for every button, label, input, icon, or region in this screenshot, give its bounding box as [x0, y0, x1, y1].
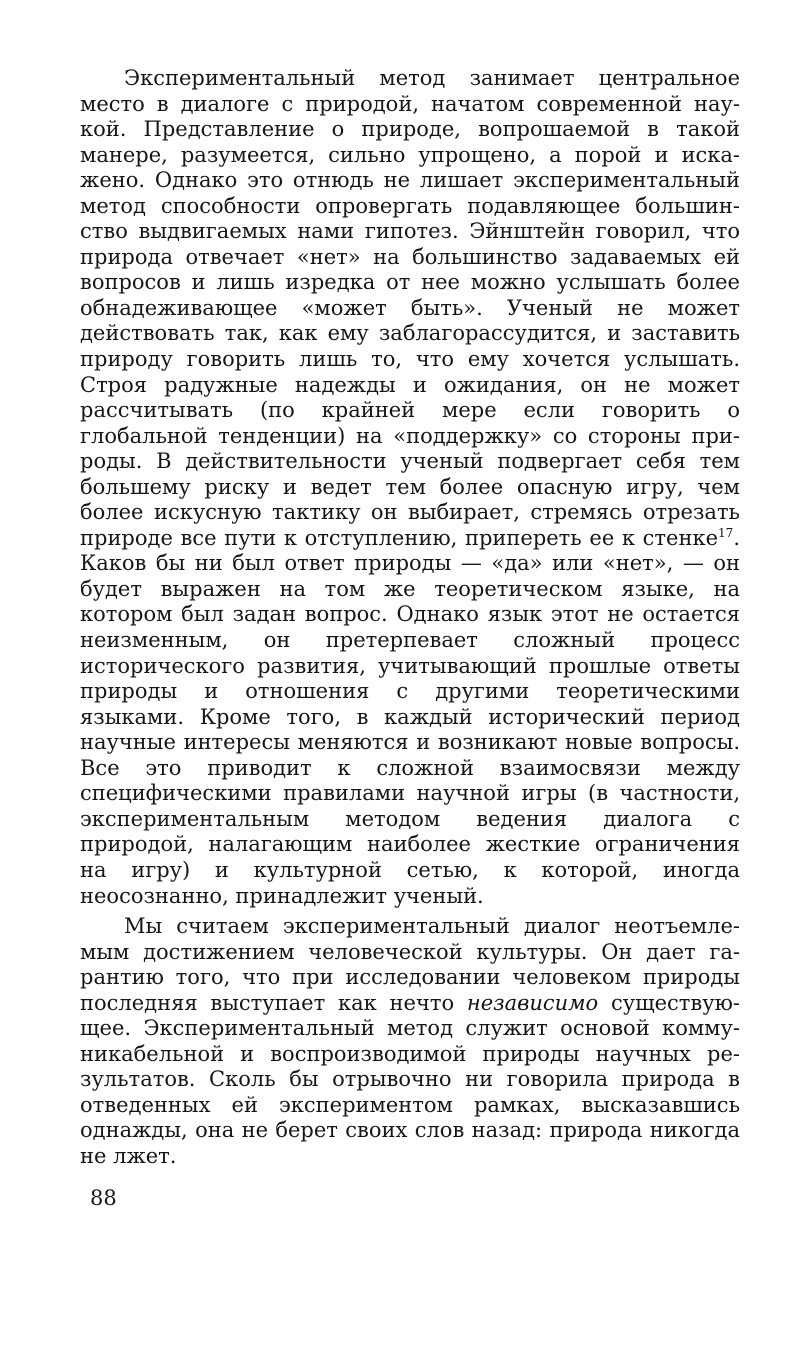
paragraph-1 — [80, 66, 740, 909]
paragraph-1-text-b: . Каков бы ни был ответ природы — «да» или «нет», — он будет выражен на том же теоретическом языке, на котором был задан вопрос. Однако язык этот не остается неизменным, он претерпевает сложный процесс исторического развития, учитывающий прошлые ответы природы и отношения с другими теоретическими языками. Кроме того, в каждый исторический период научные интересы меняются и возникают новые вопросы. Все это приводит к сложной взаимосвязи между специфическими правилами научной игры (в частности, экспериментальным методом ведения диалога с природой, налагающим наиболее жесткие ограничения на игру) и культурной сетью, к которой, иногда неосознанно, принадлежит ученый. — [80, 525, 740, 908]
paragraph-1-text-a: Экспериментальный метод занимает центральное место в диалоге с природой, начатом современной наукой. Представление о природе, вопрошаемой в такой манере, разумеется, сильно упрощено, а порой и искажено. Однако это отнюдь не лишает экспериментальный метод способности опровергать подавляющее большинство выдвигаемых нами гипотез. Эйнштейн говорил, что природа отвечает «нет» на большинство задаваемых ей вопросов и лишь изредка от нее можно услышать более обнадеживающее «может быть». Ученый не может действовать так, как ему заблагорассудится, и заставить природу говорить лишь то, что ему хочется услышать. Строя радужные надежды и ожидания, он не может рассчитывать (по крайней мере если говорить о глобальной тенденции) на «поддержку» со стороны природы. В действительности ученый подвергает себя тем большему риску и ведет тем более опасную игру, чем более искусную тактику он выбирает, стремясь отрезать природе все пути к отступлению, припереть ее к стенке — [80, 66, 740, 550]
paragraph-2-emphasis: независимо — [466, 990, 599, 1015]
paragraph-2-text-a: Мы считаем экспериментальный диалог неотъемлемым достижением человеческой культуры. Он дает гарантию того, что при исследовании человеком природы последняя выступает как нечто — [80, 914, 740, 1015]
paragraph-2-text-b: существующее. Экспериментальный метод служит основой коммуникабельной и воспроизводимой природы научных результатов. Сколь бы отрывочно ни говорила природа в отведенных ей экспериментом рамках, высказавшись однажды, она не берет своих слов назад: природа никогда не лжет. — [80, 990, 740, 1168]
page-body — [80, 66, 740, 1170]
footnote-ref: 17 — [718, 525, 734, 540]
page-number: 88 — [90, 1186, 117, 1210]
paragraph-2 — [80, 914, 740, 1169]
